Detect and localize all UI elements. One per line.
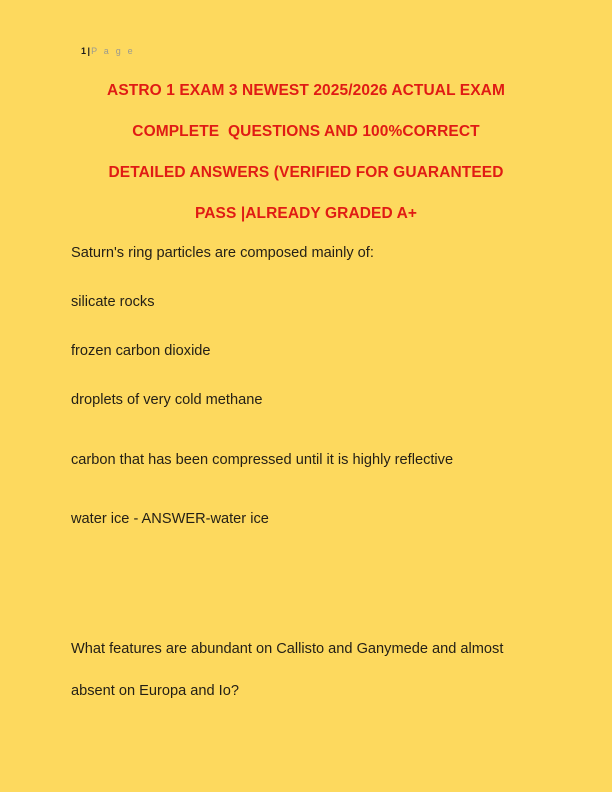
page-header-label: P a g e bbox=[91, 46, 135, 56]
question-2-text: What features are abundant on Callisto and Ganymede and almost absent on Europa and Io? bbox=[71, 641, 504, 699]
title-line-3: DETAILED ANSWERS (VERIFIED FOR GUARANTEED bbox=[108, 164, 504, 181]
title-line-1: ASTRO 1 EXAM 3 NEWEST 2025/2026 ACTUAL EXAM bbox=[107, 82, 505, 99]
document-body bbox=[71, 243, 541, 712]
title-line-2: COMPLETE QUESTIONS AND 100%CORRECT bbox=[132, 123, 480, 140]
document-title bbox=[46, 70, 566, 234]
answer-option-4: carbon that has been compressed until it is highly reflective bbox=[71, 452, 454, 468]
question-1-text: Saturn's ring particles are composed mainly of: bbox=[71, 245, 374, 261]
page-header-separator: | bbox=[87, 46, 91, 56]
answer-option-1: silicate rocks bbox=[71, 294, 155, 310]
title-line-4: PASS |ALREADY GRADED A+ bbox=[194, 205, 418, 222]
answer-1-text: water ice - ANSWER-water ice bbox=[71, 511, 269, 527]
page-number: 1 bbox=[81, 46, 87, 56]
answer-option-2: frozen carbon dioxide bbox=[71, 343, 211, 359]
section-spacer bbox=[71, 558, 541, 628]
answer-option-3: droplets of very cold methane bbox=[71, 392, 263, 408]
page-header bbox=[71, 33, 135, 69]
